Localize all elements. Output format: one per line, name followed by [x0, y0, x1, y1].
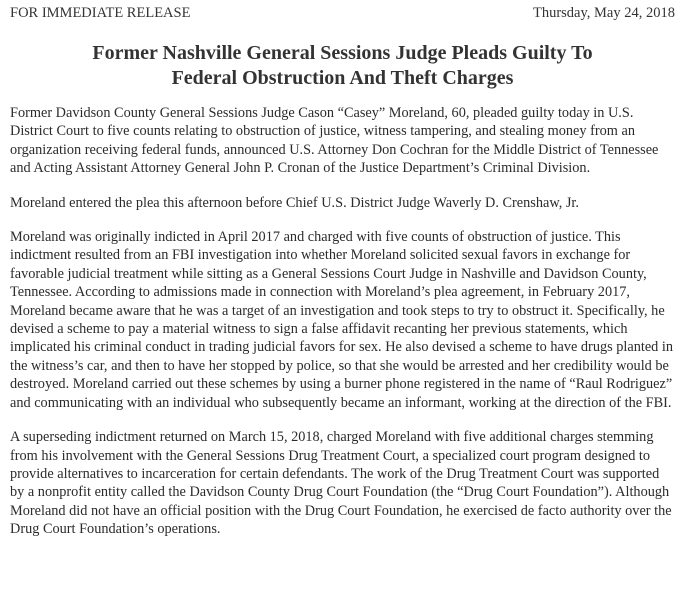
paragraph-1: Former Davidson County General Sessions Judge Cason “Casey” Moreland, 60, pleaded guilty today in U.S. District Court to five counts relating to obstruction of justice, witness tampering, and stealing money from an organization receiving federal funds, announced U.S. Attorney Don Cochran for the Middle District of Tennessee and Acting Assistant Attorney General John P. Cronan of the Justice Department’s Criminal Division.: [10, 105, 659, 177]
paragraph-3: Moreland was originally indicted in April 2017 and charged with five counts of obstruction of justice. This indictment resulted from an FBI investigation into whether Moreland solicited sexual favors in exchange for favorable judicial treatment while sitting as a General Sessions Court Judge in Nashville and Davidson County, Tennessee. According to admissions made in connection with Moreland’s plea agreement, in February 2017, Moreland became aware that he was a target of an investigation and took steps to try to obstruct it. Specifically, he devised a scheme to pay a material witness to sign a false affidavit recanting her previous statements, which implicated his criminal conduct in trading judicial favors for sex. He also devised a scheme to have drugs planted in the witness’s car, and then to have her stopped by police, so that she would be arrested and her credibility would be destroyed. Moreland carried out these schemes by using a burner phone registered in the name of “Raul Rodriguez” and communicating with an individual who subsequently became an informant, working at the direction of the FBI.: [10, 229, 674, 411]
headline: [10, 41, 675, 91]
release-date: Thursday, May 24, 2018: [532, 5, 675, 21]
release-header: [10, 4, 675, 22]
release-label: FOR IMMEDIATE RELEASE: [10, 5, 191, 21]
article-body: [10, 104, 675, 539]
headline-line-2: Federal Obstruction And Theft Charges: [171, 67, 514, 89]
paragraph-2: Moreland entered the plea this afternoon before Chief U.S. District Judge Waverly D. Crenshaw, Jr.: [10, 194, 579, 211]
paragraph-4: A superseding indictment returned on March 15, 2018, charged Moreland with five additional charges stemming from his involvement with the General Sessions Drug Treatment Court, a specialized court program designed to provide alternatives to incarceration for certain defendants. The work of the Drug Treatment Court was supported by a nonprofit entity called the Davidson County Drug Court Foundation (the “Drug Court Foundation”). Although Moreland did not have an official position with the Drug Court Foundation, he exercised de facto authority over the Drug Court Foundation’s operations.: [10, 429, 672, 538]
headline-line-1: Former Nashville General Sessions Judge Pleads Guilty To: [92, 42, 593, 64]
